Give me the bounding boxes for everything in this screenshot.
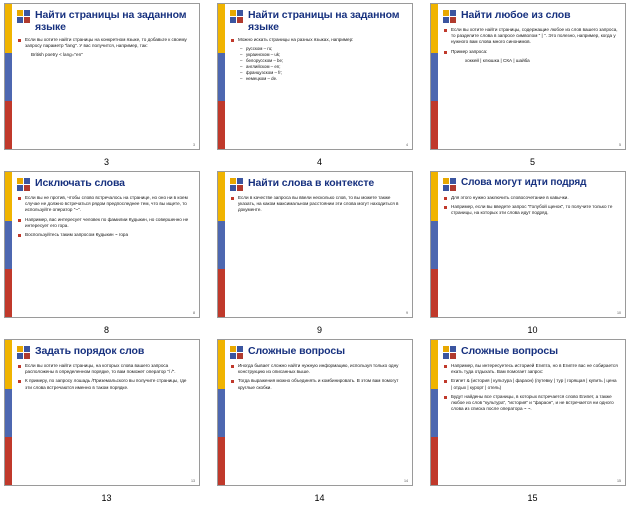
slide-body <box>218 191 412 214</box>
bullet-item: Если вы хотите найти страницы, на которых слова вашего запроса расположены в определенном порядке, то вам поможет оператор "/ /". <box>17 363 193 375</box>
sub-item: – русском – ru; <box>240 46 406 52</box>
slide-page-number: 9 <box>316 325 323 335</box>
slide-title: Слова могут идти подряд <box>461 177 587 188</box>
bullet-list <box>443 363 619 412</box>
decorative-band <box>5 340 12 485</box>
bullet-list <box>230 363 406 391</box>
bullet-list <box>17 37 193 49</box>
slide-page-number: 5 <box>529 157 536 167</box>
slide-page-number: 3 <box>103 157 110 167</box>
bullet-item: Если вы хотите найти страницы на конкретном языке, то добавьте к своему запросу параметр "lang". У вас получится, например, так: <box>17 37 193 49</box>
slide-corner-number: 5 <box>619 143 621 147</box>
bullet-item: Например, если вы введете запрос "Голубой щенок", то получите только те страницы, на которых эти слова идут подряд. <box>443 204 619 216</box>
slide-page-number: 14 <box>314 493 325 503</box>
bullet-list <box>230 195 406 214</box>
decorative-band <box>218 172 225 317</box>
slide-cell[interactable] <box>213 168 426 336</box>
bullet-item: Если в качестве запроса вы ввели несколько слов, то вы можете также указать, на каком максимальном расстоянии эти слова могут находиться в документе. <box>230 195 406 214</box>
slide-thumbnail[interactable] <box>217 339 413 486</box>
slide-corner-number: 3 <box>193 143 195 147</box>
sub-item: – белорусском – be; <box>240 58 406 64</box>
slide-page-number: 13 <box>101 493 112 503</box>
slide-body <box>5 191 199 238</box>
slide-cell[interactable] <box>213 0 426 168</box>
slide-thumbnail[interactable] <box>217 171 413 318</box>
squares-icon <box>443 178 456 191</box>
slide-corner-number: 15 <box>617 479 621 483</box>
squares-icon <box>17 178 30 191</box>
slide-corner-number: 13 <box>191 479 195 483</box>
slide-corner-number: 14 <box>404 479 408 483</box>
slide-title-row <box>218 4 412 33</box>
slide-thumbnail[interactable] <box>217 3 413 150</box>
bullet-item: Если вы хотите найти страницы, содержащие любое из слов вашего запроса, то разделите слова в запросе символом " | ". Это полезно, например, когда у нужного вам слова много синонимов. <box>443 27 619 46</box>
example-text: хоккей | клюшка | СКА | шайба <box>465 57 530 63</box>
bullet-item: Пример запроса: <box>443 49 619 55</box>
slide-corner-number: 9 <box>406 311 408 315</box>
slide-title: Найти слова в контексте <box>248 177 375 189</box>
slide-page-number: 4 <box>316 157 323 167</box>
slide-title-row <box>5 4 199 33</box>
slide-title-row <box>431 4 625 23</box>
bullet-item: Будут найдены все страницы, в которых встречается слово Египет, а также любое из слов "культура", "история" и "фараон", и не встречается ни одного слова из списка после оператора ~ ~. <box>443 394 619 413</box>
slide-cell[interactable] <box>426 336 639 504</box>
slide-body <box>5 359 199 391</box>
squares-icon <box>17 10 30 23</box>
decorative-band <box>218 4 225 149</box>
bullet-item: Для этого нужно заключить словосочетание в кавычки. <box>443 195 619 201</box>
slide-title-row <box>218 340 412 359</box>
squares-icon <box>230 10 243 23</box>
slide-cell[interactable] <box>0 336 213 504</box>
squares-icon <box>443 10 456 23</box>
squares-icon <box>230 346 243 359</box>
sub-item: – украинском – uk; <box>240 52 406 58</box>
slide-title: Найти страницы на заданном языке <box>248 9 400 33</box>
bullet-item: Тогда выражения можно объединять и комбинировать. В этом вам помогут круглые скобки. <box>230 378 406 390</box>
slide-thumbnail[interactable] <box>4 3 200 150</box>
slide-title-row <box>431 172 625 191</box>
slide-corner-number: 10 <box>617 311 621 315</box>
sub-item: – французском – fr; <box>240 70 406 76</box>
slide-title-row <box>5 340 199 359</box>
slide-body <box>218 33 412 82</box>
slide-title-row <box>431 340 625 359</box>
decorative-band <box>5 172 12 317</box>
slide-page-number: 8 <box>103 325 110 335</box>
bullet-item: Египет & (история | культура | фараон) (путевку | тур | горящая | купить | цена | отдых | курорт | отель) <box>443 378 619 390</box>
sub-list <box>230 46 406 82</box>
bullet-item: Например, вы интересуетесь историей Египта, но в Египте вас не собирается ехать туда отдыхать. Вам помогает запрос: <box>443 363 619 375</box>
sub-item: – английском – en; <box>240 64 406 70</box>
bullet-item: Например, вас интересует человек по фамилии Кудыкин, но совершенно не интересует его гора. <box>17 217 193 229</box>
sub-item: – немецком – de. <box>240 76 406 82</box>
slide-cell[interactable] <box>426 168 639 336</box>
slide-title: Исключать слова <box>35 177 125 189</box>
slide-title: Задать порядок слов <box>35 345 145 357</box>
bullet-list <box>443 195 619 217</box>
slide-title: Найти страницы на заданном языке <box>35 9 187 33</box>
bullet-list <box>443 27 619 55</box>
decorative-band <box>431 4 438 149</box>
squares-icon <box>443 346 456 359</box>
bullet-list <box>17 363 193 391</box>
slide-title: Сложные вопросы <box>248 345 345 357</box>
slide-cell[interactable] <box>0 168 213 336</box>
slide-body <box>5 33 199 59</box>
example-text: British poetry < lang="en" <box>31 52 83 58</box>
bullet-list <box>17 195 193 238</box>
slide-cell[interactable] <box>213 336 426 504</box>
decorative-band <box>431 172 438 317</box>
slide-page-number: 15 <box>527 493 538 503</box>
slide-corner-number: 4 <box>406 143 408 147</box>
bullet-item: Воспользуйтесь таким запросом Кудыкин ~ гора <box>17 232 193 238</box>
slide-body <box>431 191 625 217</box>
bullet-list <box>230 37 406 43</box>
slide-thumbnail[interactable] <box>430 339 626 486</box>
slide-cell[interactable] <box>426 0 639 168</box>
decorative-band <box>5 4 12 149</box>
slide-title: Сложные вопросы <box>461 345 558 357</box>
slide-title-row <box>5 172 199 191</box>
bullet-item: Иногда бывает сложно найти нужную информацию, используя только одну конструкцию из описанных выше. <box>230 363 406 375</box>
squares-icon <box>230 178 243 191</box>
slide-body <box>431 359 625 412</box>
slide-corner-number: 8 <box>193 311 195 315</box>
slide-thumbnail[interactable] <box>430 3 626 150</box>
slide-title-row <box>218 172 412 191</box>
bullet-item: Можно искать страницы на разных языках, например: <box>230 37 406 43</box>
bullet-item: К примеру, по запросу лошадь /Приземальского вы получите страницы, где эти слова встречаются именно в таком порядке. <box>17 378 193 390</box>
slide-thumbnail[interactable] <box>430 171 626 318</box>
slide-body <box>218 359 412 391</box>
slide-page-number: 10 <box>527 325 538 335</box>
squares-icon <box>17 346 30 359</box>
decorative-band <box>431 340 438 485</box>
slide-thumbnail[interactable] <box>4 171 200 318</box>
decorative-band <box>218 340 225 485</box>
slide-body <box>431 23 625 64</box>
slide-cell[interactable] <box>0 0 213 168</box>
slide-title: Найти любое из слов <box>461 9 571 21</box>
slide-thumbnail[interactable] <box>4 339 200 486</box>
bullet-item: Если вы не против, чтобы слово встречалось на странице, но оно ни в коем случае не должно встречаться рядом предпоследнее тем, что вы ищете, то используйте оператор "~". <box>17 195 193 214</box>
